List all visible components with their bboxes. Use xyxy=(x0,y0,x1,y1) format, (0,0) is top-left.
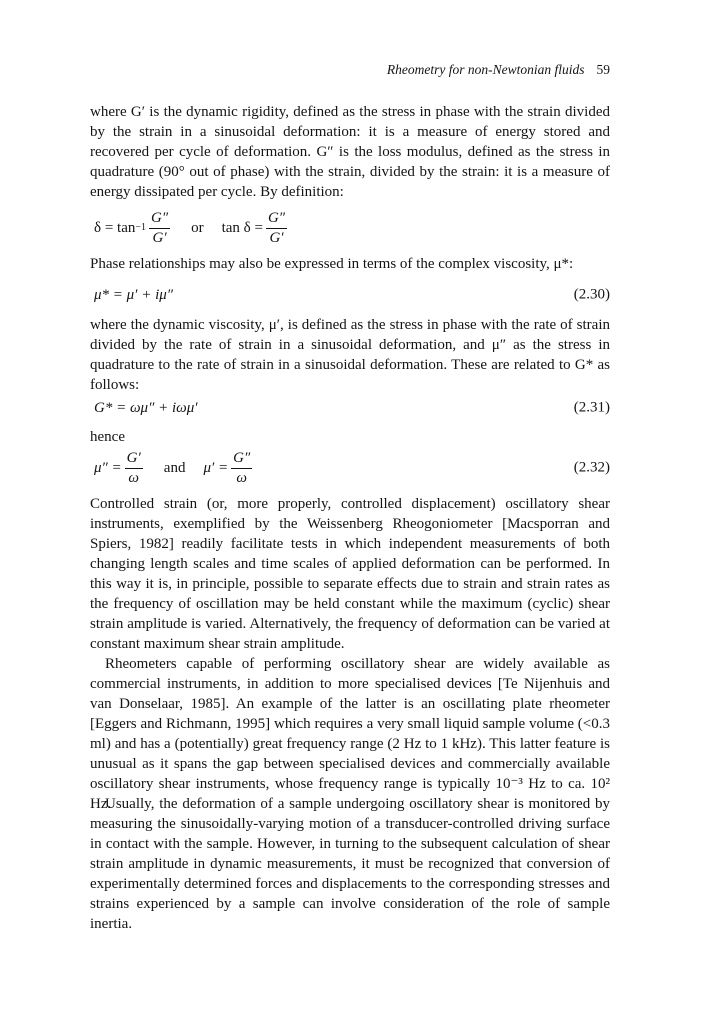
eq-delta-lhs: δ = tan xyxy=(94,219,136,236)
denominator: ω xyxy=(128,469,140,486)
equation-number: (2.32) xyxy=(573,459,610,476)
numerator: G″ xyxy=(266,209,287,229)
eq-connector-and: and xyxy=(163,459,186,476)
numerator: G′ xyxy=(125,449,143,469)
eq-2-31-expression: G* = ωμ″ + iωμ′ xyxy=(94,399,198,416)
fraction xyxy=(125,449,143,488)
eq-connector-or: or xyxy=(191,219,204,236)
equation-2-30 xyxy=(90,284,610,306)
equation-2-32 xyxy=(90,445,610,491)
equation-number: (2.31) xyxy=(573,399,610,416)
fraction xyxy=(149,209,170,248)
eq-tan-delta-lhs: tan δ = xyxy=(221,219,263,236)
denominator: G′ xyxy=(269,229,284,246)
running-head xyxy=(387,61,610,78)
eq-2-30-expression: μ* = μ′ + iμ″ xyxy=(94,286,174,303)
paragraph-controlled-strain: Controlled strain (or, more properly, controlled displacement) oscillatory shear instruments, exemplified by the Weissenberg Rheogoniometer [Macsporran and Spiers, 1982] readily facilitate tests in which independent measurements of both changing length scales and time scales of applied deformation can be performed. In this way it is, in principle, possible to separate effects due to strain and strain rates as the frequency of oscillation may be held constant while the maximum (cyclic) shear strain amplitude is varied. Alternatively, the frequency of deformation can be varied at constant maximum shear strain amplitude. xyxy=(90,496,610,652)
equation-2-31 xyxy=(90,397,610,419)
denominator: G′ xyxy=(152,229,167,246)
fraction xyxy=(231,449,252,488)
denominator: ω xyxy=(236,469,247,486)
paragraph-phase-relationships: Phase relationships may also be expressed in terms of the complex viscosity, μ*: xyxy=(90,256,574,272)
paragraph-rheometers: Rheometers capable of performing oscillatory shear are widely available as commercial instruments, in addition to more specialised devices [Te Nijenhuis and van Donselaar, 1985]. An example of the latter is an oscillating plate rheometer [Eggers and Richmann, 1995] which requires a very small liquid sample volume (<0.3 ml) and has a (potentially) great frequency range (2 Hz to 1 kHz). This latter feature is unusual as it spans the gap between specialised devices and commercially available oscillatory shear instruments, whose frequency range is typically 10⁻³ Hz to ca. 10² Hz. xyxy=(90,656,610,812)
numerator: G″ xyxy=(149,209,170,229)
paragraph-sample-inertia: Usually, the deformation of a sample undergoing oscillatory shear is monitored by measuring the sinusoidally-varying motion of a transducer-controlled driving surface in contact with the sample. However, in turning to the subsequent calculation of shear strain amplitude in dynamic measurements, it must be recognized that conversion of experimentally determined forces and displacements to the corresponding stresses and strains experienced by a sample can involve consideration of the role of sample inertia. xyxy=(90,796,610,932)
equation-number: (2.30) xyxy=(573,286,610,303)
equation-phase-angle: δ = tan −1 $\frac{G''}{G'}$ or tan δ = $\frac{G''}{G'}$ xyxy=(94,209,286,246)
eq-2-32-lhs1: μ″ = xyxy=(94,459,122,476)
paragraph-dynamic-rigidity: where G′ is the dynamic rigidity, defined as the stress in phase with the strain divided by the strain in a sinusoidal deformation: it is a measure of energy stored and recovered per cycle of deformation. G″ is the loss modulus, defined as the stress in quadrature (90° out of phase) with the strain, divided by the strain: it is a measure of energy dissipated per cycle. By definition: xyxy=(90,104,610,200)
running-head-title: Rheometry for non-Newtonian fluids xyxy=(386,62,585,77)
fraction xyxy=(266,209,287,248)
eq-2-32-lhs2: μ′ = xyxy=(203,459,229,476)
word-hence: hence xyxy=(90,429,125,445)
numerator: G″ xyxy=(231,449,252,469)
paragraph-dynamic-viscosity: where the dynamic viscosity, μ′, is defined as the stress in phase with the rate of strain divided by the rate of strain in a sinusoidal deformation, and μ″ as the stress in quadrature to the rate of strain in a sinusoidal deformation. These are related to G* as follows: xyxy=(90,317,610,393)
page-number: 59 xyxy=(596,62,610,77)
